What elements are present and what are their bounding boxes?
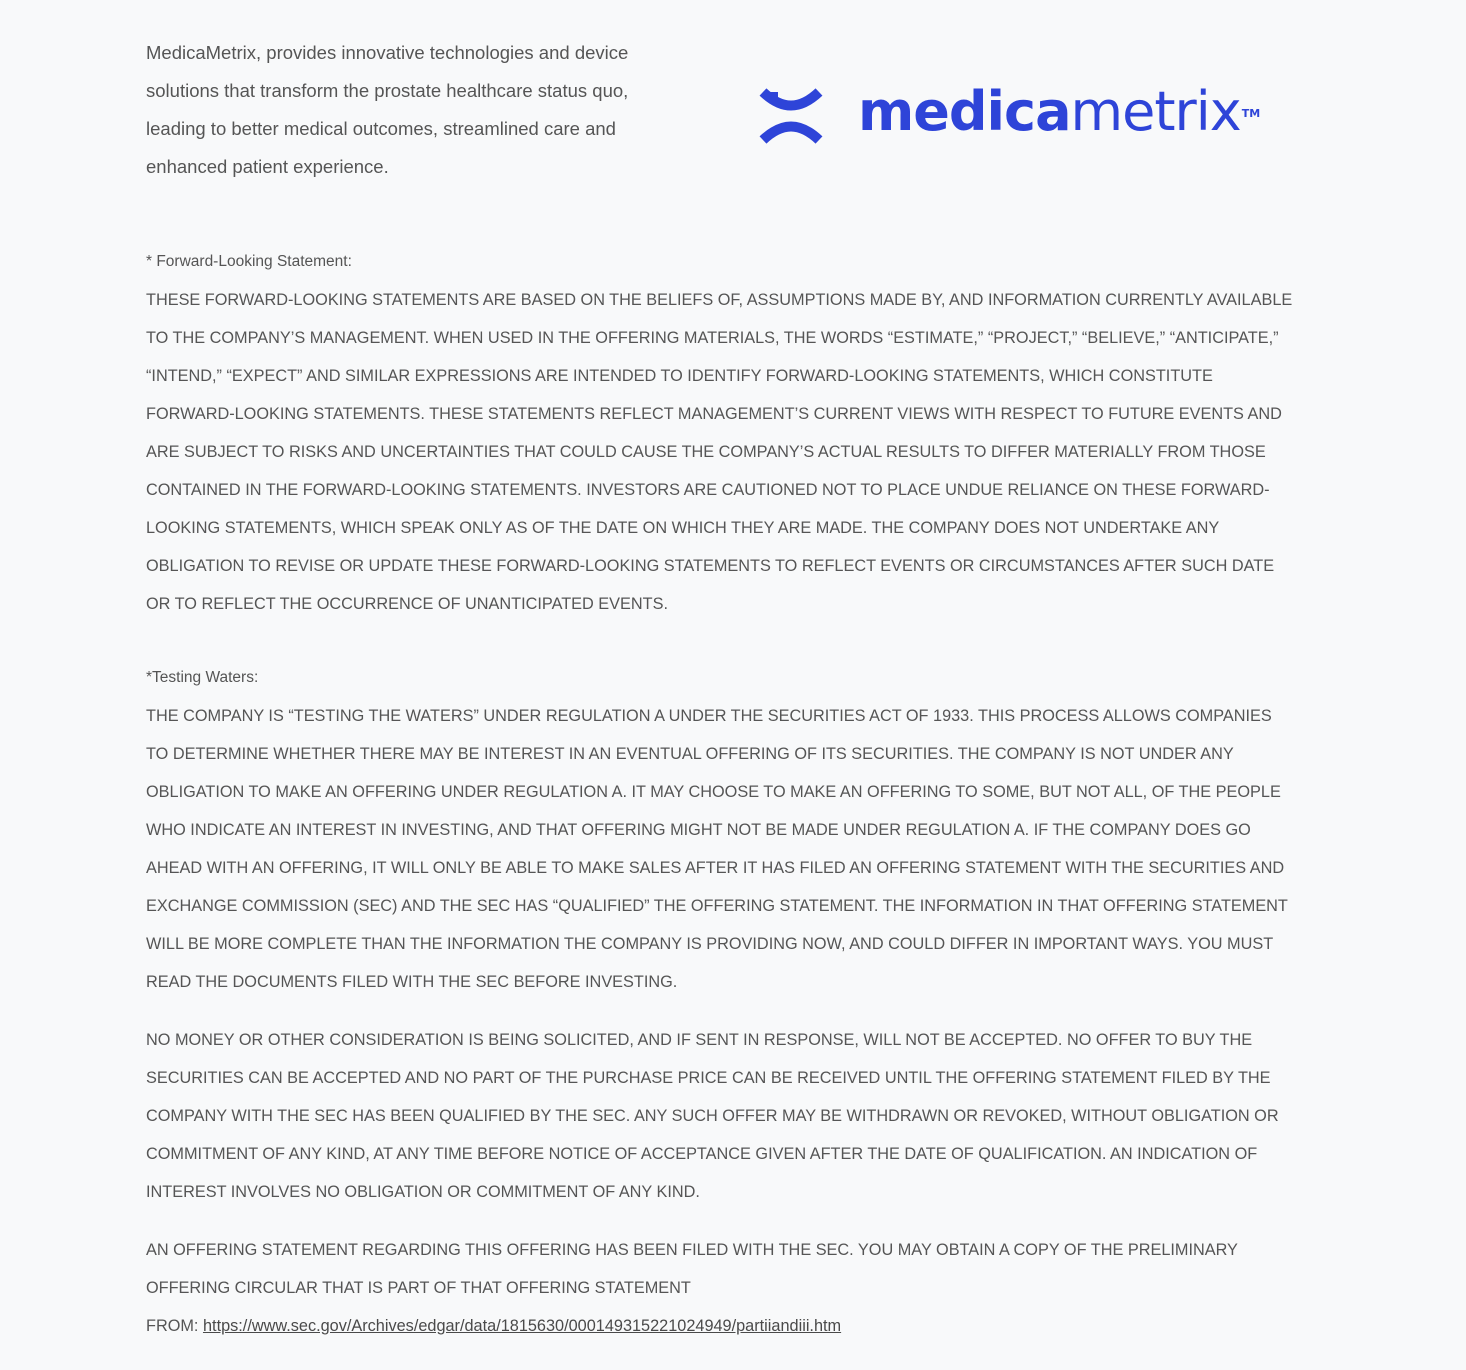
logo-wordmark — [858, 80, 1261, 143]
intro-text: MedicaMetrix, provides innovative technologies and device solutions that transform the prostate healthcare status quo, leading to better medical outcomes, streamlined care and enhanced patient experience. — [146, 42, 629, 177]
logo-word-bold: medica — [858, 80, 1071, 143]
testing-waters-section — [146, 659, 1296, 1345]
testing-waters-paragraph-3: AN OFFERING STATEMENT REGARDING THIS OFFERING HAS BEEN FILED WITH THE SEC. YOU MAY OBTAIN A COPY OF THE PRELIMINARY OFFERING CIRCULAR THAT IS PART OF THAT OFFERING STATEMENT — [146, 1241, 1238, 1297]
forward-looking-body: THESE FORWARD-LOOKING STATEMENTS ARE BASED ON THE BELIEFS OF, ASSUMPTIONS MADE BY, AND INFORMATION CURRENTLY AVAILABLE TO THE COMPANY’S MANAGEMENT. WHEN USED IN THE OFFERING MATERIALS, THE WORDS “ESTIMATE,” “PROJECT,” “BELIEVE,” “ANTICIPATE,” “INTEND,” “EXPECT” AND SIMILAR EXPRESSIONS ARE INTENDED TO IDENTIFY FORWARD-LOOKING STATEMENTS, WHICH CONSTITUTE FORWARD-LOOKING STATEMENTS. THESE STATEMENTS REFLECT MANAGEMENT’S CURRENT VIEWS WITH RESPECT TO FUTURE EVENTS AND ARE SUBJECT TO RISKS AND UNCERTAINTIES THAT COULD CAUSE THE COMPANY’S ACTUAL RESULTS TO DIFFER MATERIALLY FROM THOSE CONTAINED IN THE FORWARD-LOOKING STATEMENTS. INVESTORS ARE CAUTIONED NOT TO PLACE UNDUE RELIANCE ON THESE FORWARD-LOOKING STATEMENTS, WHICH SPEAK ONLY AS OF THE DATE ON WHICH THEY ARE MADE. THE COMPANY DOES NOT UNDERTAKE ANY OBLIGATION TO REVISE OR UPDATE THESE FORWARD-LOOKING STATEMENTS TO REFLECT EVENTS OR CIRCUMSTANCES AFTER SUCH DATE OR TO REFLECT THE OCCURRENCE OF UNANTICIPATED EVENTS. — [146, 291, 1293, 613]
testing-waters-paragraph-1: THE COMPANY IS “TESTING THE WATERS” UNDER REGULATION A UNDER THE SECURITIES ACT OF 1933. THIS PROCESS ALLOWS COMPANIES TO DETERMINE WHETHER THERE MAY BE INTEREST IN AN EVENTUAL OFFERING OF ITS SECURITIES. THE COMPANY IS NOT UNDER ANY OBLIGATION TO MAKE AN OFFERING UNDER REGULATION A. IT MAY CHOOSE TO MAKE AN OFFERING TO SOME, BUT NOT ALL, OF THE PEOPLE WHO INDICATE AN INTEREST IN INVESTING, AND THAT OFFERING MIGHT NOT BE MADE UNDER REGULATION A. IF THE COMPANY DOES GO AHEAD WITH AN OFFERING, IT WILL ONLY BE ABLE TO MAKE SALES AFTER IT HAS FILED AN OFFERING STATEMENT WITH THE SECURITIES AND EXCHANGE COMMISSION (SEC) AND THE SEC HAS “QUALIFIED” THE OFFERING STATEMENT. THE INFORMATION IN THAT OFFERING STATEMENT WILL BE MORE COMPLETE THAN THE INFORMATION THE COMPANY IS PROVIDING NOW, AND COULD DIFFER IN IMPORTANT WAYS. YOU MUST READ THE DOCUMENTS FILED WITH THE SEC BEFORE INVESTING. — [146, 707, 1288, 991]
testing-waters-paragraph-2: NO MONEY OR OTHER CONSIDERATION IS BEING SOLICITED, AND IF SENT IN RESPONSE, WILL NOT BE ACCEPTED. NO OFFER TO BUY THE SECURITIES CAN BE ACCEPTED AND NO PART OF THE PURCHASE PRICE CAN BE RECEIVED UNTIL THE OFFERING STATEMENT FILED BY THE COMPANY WITH THE SEC HAS BEEN QUALIFIED BY THE SEC. ANY SUCH OFFER MAY BE WITHDRAWN OR REVOKED, WITHOUT OBLIGATION OR COMMITMENT OF ANY KIND, AT ANY TIME BEFORE NOTICE OF ACCEPTANCE GIVEN AFTER THE DATE OF QUALIFICATION. AN INDICATION OF INTEREST INVOLVES NO OBLIGATION OR COMMITMENT OF ANY KIND. — [146, 1031, 1279, 1201]
company-logo — [758, 80, 1278, 148]
from-label: FROM: — [146, 1317, 199, 1335]
forward-looking-section — [146, 243, 1296, 623]
logo-trademark: TM — [1241, 107, 1261, 120]
from-line — [146, 1307, 1296, 1345]
medicametrix-x-logo-icon — [758, 88, 824, 144]
hero-section — [146, 0, 1296, 230]
sec-filing-link[interactable]: https://www.sec.gov/Archives/edgar/data/1815630/000149315221024949/partiiandiii.htm — [202, 1317, 842, 1335]
forward-looking-heading: * Forward-Looking Statement: — [146, 253, 352, 270]
testing-waters-heading: *Testing Waters: — [146, 669, 259, 686]
page — [146, 0, 1296, 1345]
logo-word-light: metrix — [1070, 80, 1241, 143]
